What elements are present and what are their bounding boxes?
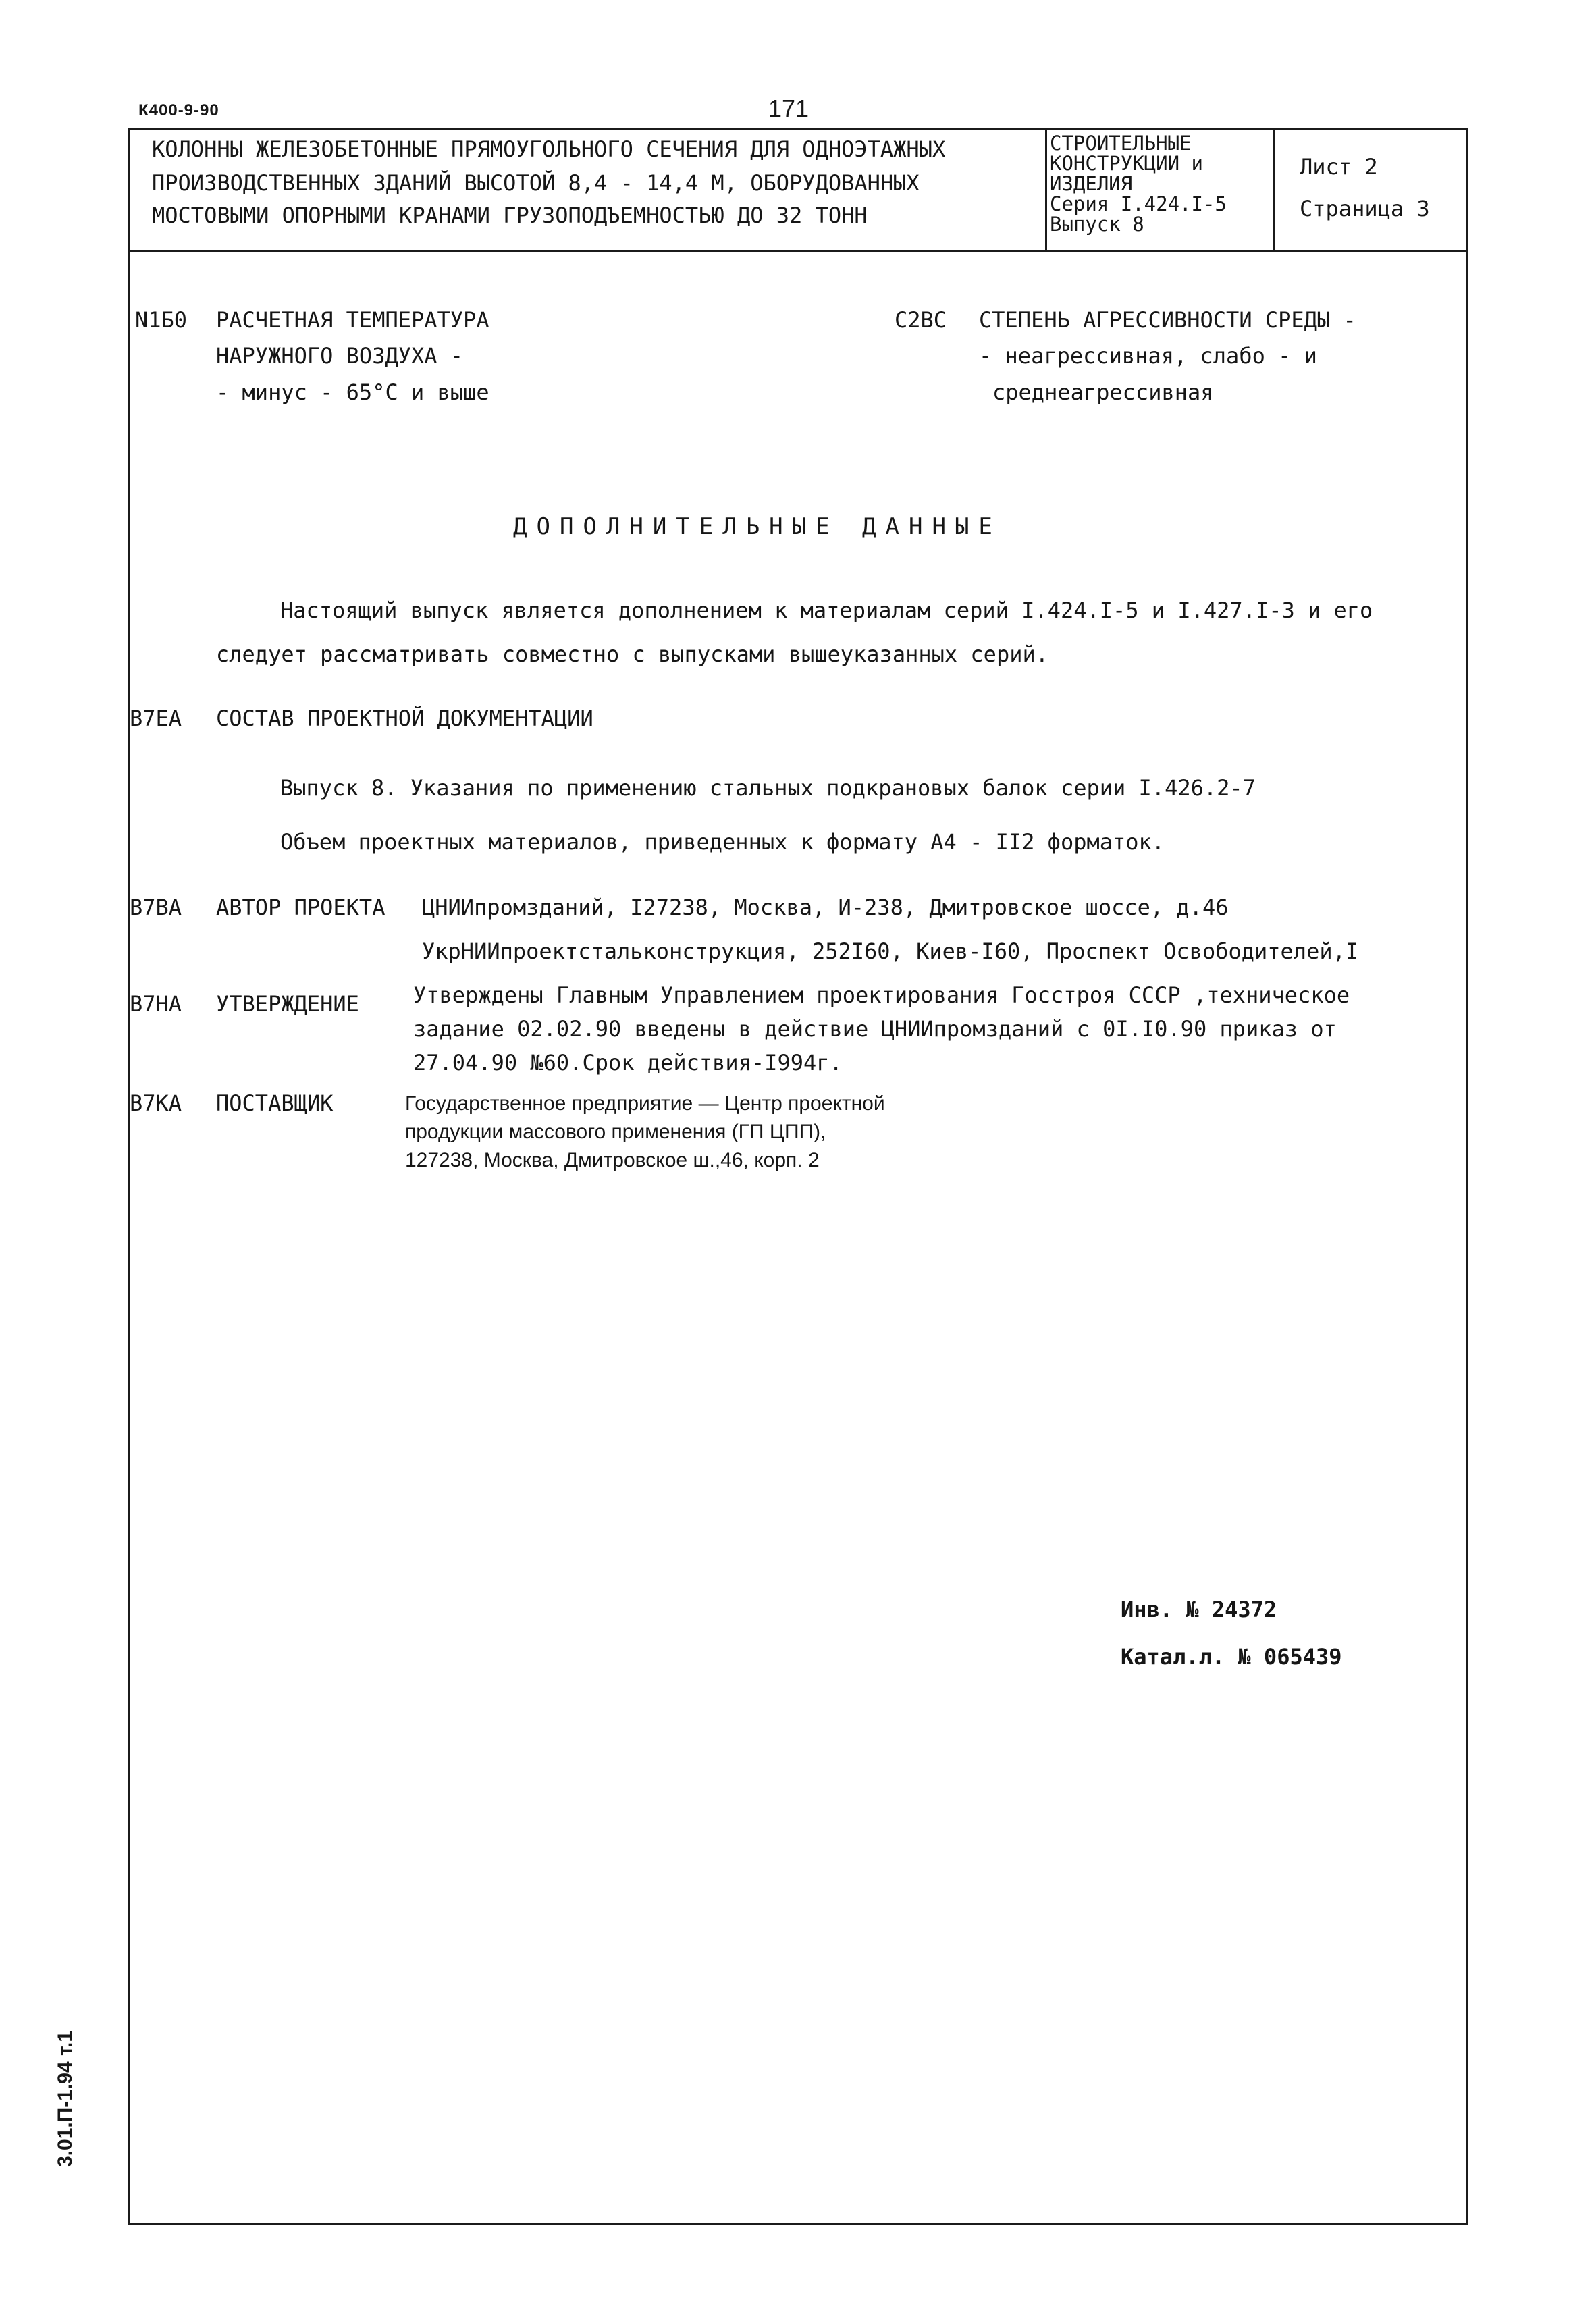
series-line-2: КОНСТРУКЦИИ и	[1050, 152, 1203, 175]
series-line-4: Серия I.424.I-5	[1050, 192, 1227, 215]
author-line-1: ЦНИИпромзданий, I27238, Москва, И-238, Дмитровское шоссе, д.46	[422, 895, 1229, 920]
frame-bottom-line	[128, 2223, 1468, 2225]
aggressiveness-line-3: среднеагрессивная	[992, 379, 1214, 405]
temperature-line-3: - минус - 65°С и выше	[216, 379, 489, 405]
supplier-line-1: Государственное предприятие — Центр проектной	[405, 1092, 885, 1115]
aggressiveness-line-1: СТЕПЕНЬ АГРЕССИВНОСТИ СРЕДЫ -	[979, 307, 1356, 333]
sheet-number: Лист 2	[1300, 154, 1378, 180]
page-label: Страница 3	[1300, 196, 1430, 221]
section-title-supplier: ПОСТАВЩИК	[216, 1090, 334, 1116]
series-line-5: Выпуск 8	[1050, 213, 1144, 236]
field-code-c2bc: С2ВС	[895, 307, 947, 333]
series-line-1: СТРОИТЕЛЬНЫЕ	[1050, 132, 1192, 155]
title-line-1: КОЛОННЫ ЖЕЛЕЗОБЕТОННЫЕ ПРЯМОУГОЛЬНОГО СЕЧЕНИЯ ДЛЯ ОДНОЭТАЖНЫХ	[152, 136, 946, 162]
side-document-code: 3.01.П-1.94 т.1	[54, 2030, 76, 2167]
title-line-3: МОСТОВЫМИ ОПОРНЫМИ КРАНАМИ ГРУЗОПОДЪЕМНОСТЬЮ ДО 32 ТОНН	[152, 203, 868, 228]
section-code-b7ha: В7НА	[130, 991, 182, 1017]
intro-line-2: следует рассматривать совместно с выпусками вышеуказанных серий.	[216, 641, 1048, 667]
section-title-author: АВТОР ПРОЕКТА	[216, 895, 385, 920]
section-title-documentation: СОСТАВ ПРОЕКТНОЙ ДОКУМЕНТАЦИИ	[216, 706, 593, 731]
title-line-2: ПРОИЗВОДСТВЕННЫХ ЗДАНИЙ ВЫСОТОЙ 8,4 - 14,4 М, ОБОРУДОВАННЫХ	[152, 170, 920, 196]
author-line-2: УкрНИИпроектстальконструкция, 252I60, Киев-I60, Проспект Освободителей,I	[422, 938, 1359, 964]
page-number: 171	[768, 95, 809, 122]
aggressiveness-line-2: - неагрессивная, слабо - и	[979, 343, 1317, 369]
title-block-divider-2	[1273, 128, 1275, 250]
section-title-approval: УТВЕРЖДЕНИЕ	[216, 991, 359, 1017]
approval-line-3: 27.04.90 №60.Срок действия-I994г.	[413, 1050, 843, 1075]
catalog-number: Катал.л. № 065439	[1121, 1644, 1342, 1670]
section-code-b7ka: В7КА	[130, 1090, 182, 1116]
inventory-number: Инв. № 24372	[1121, 1597, 1277, 1622]
title-block-bottom-line	[128, 250, 1468, 252]
documentation-line-1: Выпуск 8. Указания по применению стальных подкрановых балок серии I.426.2-7	[280, 775, 1256, 801]
frame-left-line	[128, 128, 130, 2225]
series-line-3: ИЗДЕЛИЯ	[1050, 172, 1133, 195]
field-code-n1b0: N1Б0	[135, 307, 188, 333]
temperature-line-1: РАСЧЕТНАЯ ТЕМПЕРАТУРА	[216, 307, 489, 333]
additional-data-title: ДОПОЛНИТЕЛЬНЫЕ ДАННЫЕ	[513, 513, 1002, 540]
supplier-line-3: 127238, Москва, Дмитровское ш.,46, корп. 2	[405, 1149, 820, 1171]
frame-top-line	[128, 128, 1468, 130]
approval-line-1: Утверждены Главным Управлением проектирования Госстроя СССР ,техническое	[413, 982, 1350, 1008]
documentation-line-2: Объем проектных материалов, приведенных к формату А4 - II2 форматок.	[280, 829, 1165, 855]
document-stamp: К400-9-90	[138, 101, 219, 119]
supplier-line-2: продукции массового применения (ГП ЦПП),	[405, 1121, 826, 1143]
intro-line-1: Настоящий выпуск является дополнением к материалам серий I.424.I-5 и I.427.I-3 и его	[280, 597, 1373, 623]
approval-line-2: задание 02.02.90 введены в действие ЦНИИпромзданий с 0I.I0.90 приказ от	[413, 1016, 1337, 1042]
section-code-b7ba: В7ВА	[130, 895, 182, 920]
section-code-b7ea: В7ЕА	[130, 706, 182, 731]
temperature-line-2: НАРУЖНОГО ВОЗДУХА -	[216, 343, 464, 369]
frame-right-line	[1466, 128, 1468, 2225]
title-block-divider-1	[1045, 128, 1047, 250]
